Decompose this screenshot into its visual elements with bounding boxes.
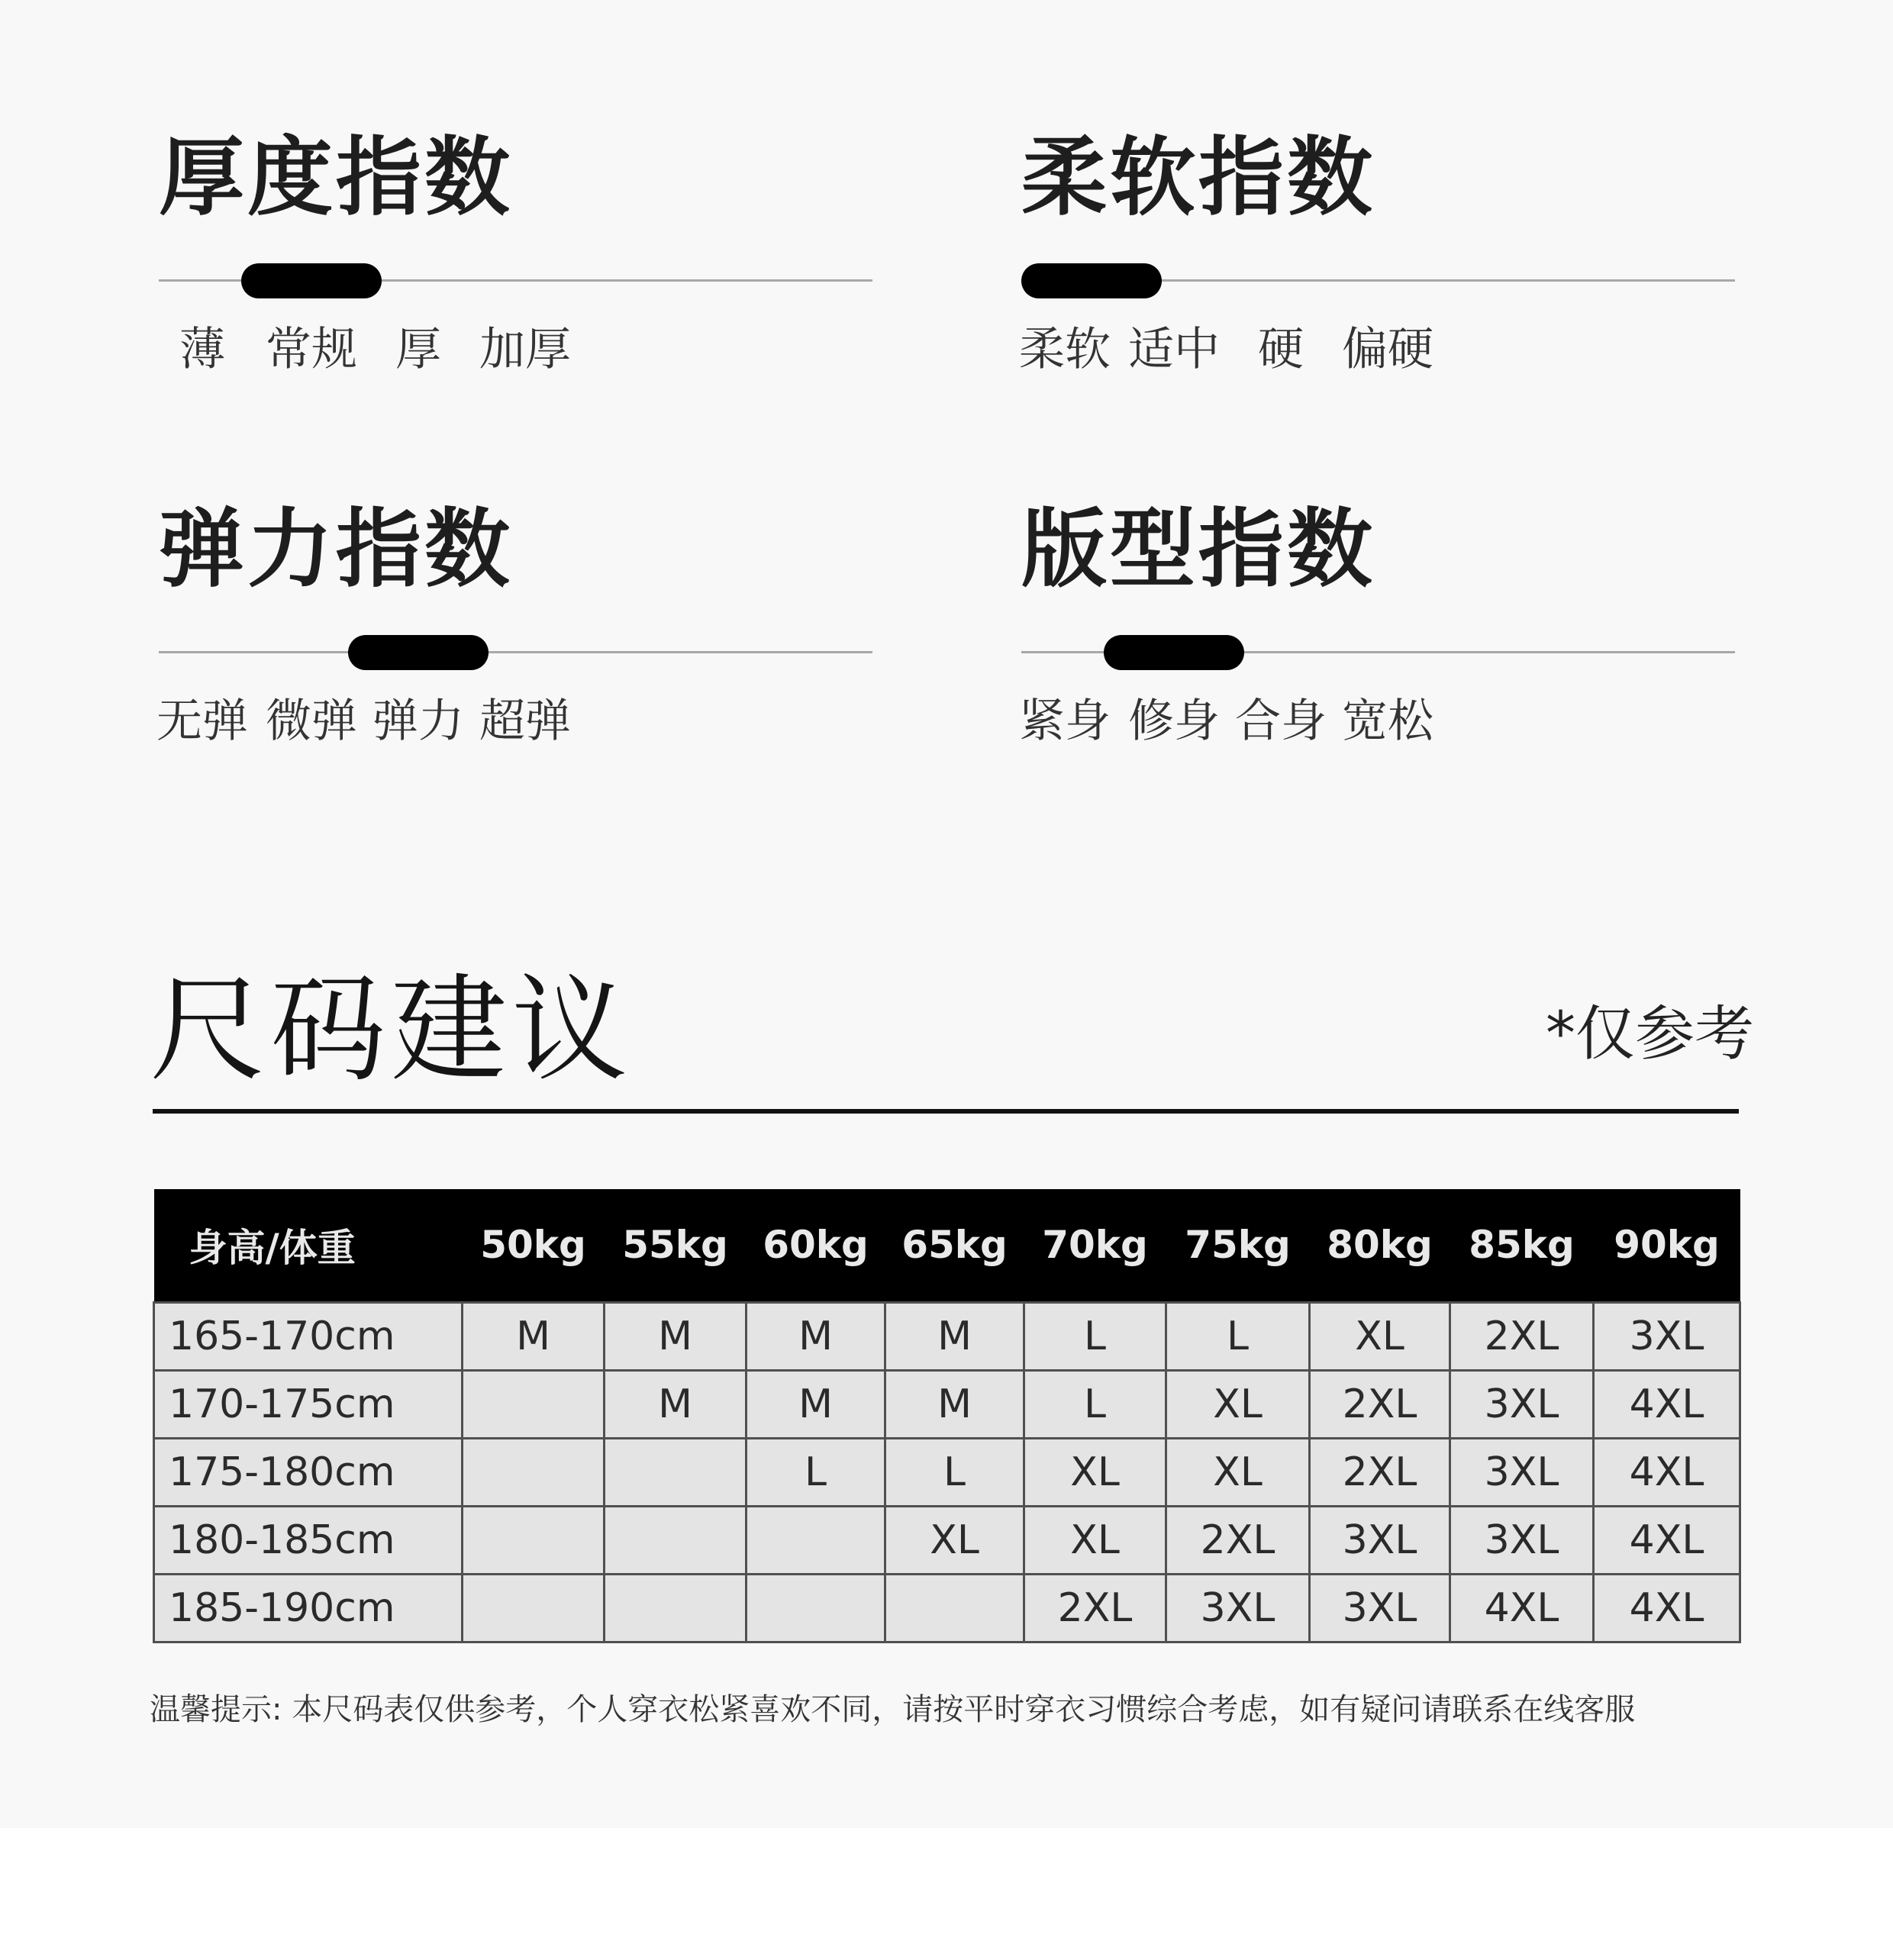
size-cell: M [605,1370,747,1438]
size-cell: 3XL [1310,1574,1450,1642]
index-option: 薄 [179,323,225,376]
size-cell: M [463,1302,605,1370]
table-row [154,1574,1740,1642]
size-cell [605,1438,747,1506]
size-cell: L [1166,1302,1310,1370]
size-cell: 4XL [1594,1574,1740,1642]
size-cell [463,1370,605,1438]
height-range-cell: 185-190cm [154,1574,463,1642]
size-cell [747,1506,885,1574]
size-cell: L [1024,1370,1166,1438]
table-row [154,1506,1740,1574]
index-indicator [1104,635,1244,670]
size-cell: 3XL [1450,1438,1594,1506]
index-option: 弹力 [372,695,464,748]
header-cell: 75kg [1185,1223,1291,1268]
height-range-cell: 165-170cm [154,1302,463,1370]
size-cell: 2XL [1024,1574,1166,1642]
header-cell: 90kg [1614,1223,1720,1268]
size-cell: 2XL [1166,1506,1310,1574]
index-option: 合身 [1235,695,1327,748]
header-cell: 55kg [622,1223,728,1268]
size-cell [463,1506,605,1574]
table-row [154,1438,1740,1506]
size-cell: 3XL [1310,1506,1450,1574]
index-option: 硬 [1258,323,1304,376]
index-title: 厚度指数 [159,128,513,227]
size-cell: 3XL [1166,1574,1310,1642]
index-option: 超弹 [479,695,571,748]
index-option: 紧身 [1019,695,1111,748]
size-cell: 4XL [1594,1506,1740,1574]
index-option: 宽松 [1342,695,1433,748]
index-option: 微弹 [266,695,357,748]
index-option: 偏硬 [1342,323,1433,376]
size-cell: XL [1310,1302,1450,1370]
size-cell [885,1574,1024,1642]
header-cell: 65kg [901,1223,1008,1268]
height-range-cell: 175-180cm [154,1438,463,1506]
size-cell: M [747,1302,885,1370]
index-indicator [1021,263,1162,298]
size-cell: L [1024,1302,1166,1370]
table-row [154,1370,1740,1438]
index-option: 无弹 [156,695,248,748]
table-header-row [154,1189,1740,1302]
footer-tip: 温馨提示: 本尺码表仅供参考，个人穿衣松紧喜欢不同，请按平时穿衣习惯综合考虑，如有疑问请联系在线客服 [150,1692,1636,1727]
size-cell [605,1574,747,1642]
height-range-cell: 180-185cm [154,1506,463,1574]
index-option: 厚 [395,323,441,376]
size-cell: 4XL [1594,1438,1740,1506]
header-cell: 70kg [1042,1223,1148,1268]
size-cell: M [885,1370,1024,1438]
reference-note: *仅参考 [1545,1000,1754,1069]
size-cell: 3XL [1450,1506,1594,1574]
size-table [153,1189,1741,1643]
index-indicator [348,635,489,670]
index-option: 修身 [1128,695,1220,748]
size-cell [463,1438,605,1506]
size-cell: M [747,1370,885,1438]
size-cell [605,1506,747,1574]
height-range-cell: 170-175cm [154,1370,463,1438]
index-title: 柔软指数 [1021,128,1375,227]
index-title: 版型指数 [1021,500,1375,599]
index-option: 常规 [266,323,357,376]
size-cell: XL [1024,1438,1166,1506]
size-cell: 4XL [1594,1370,1740,1438]
header-cell: 60kg [763,1223,869,1268]
size-cell: XL [1166,1438,1310,1506]
size-cell: L [885,1438,1024,1506]
table-row [154,1302,1740,1370]
size-cell: 3XL [1594,1302,1740,1370]
index-indicator [241,263,382,298]
header-cell: 85kg [1469,1223,1575,1268]
size-cell: M [885,1302,1024,1370]
title-divider [153,1109,1739,1114]
size-cell: 2XL [1450,1302,1594,1370]
size-cell: 2XL [1310,1438,1450,1506]
size-cell: L [747,1438,885,1506]
index-track [159,651,872,653]
size-cell: 2XL [1310,1370,1450,1438]
header-cell: 身高/体重 [189,1226,356,1271]
index-option: 适中 [1128,323,1220,376]
header-cell: 50kg [480,1223,586,1268]
index-option: 加厚 [479,323,571,376]
header-cell: 80kg [1327,1223,1433,1268]
size-cell [747,1574,885,1642]
size-cell [463,1574,605,1642]
size-cell: M [605,1302,747,1370]
size-cell: XL [885,1506,1024,1574]
size-cell: 3XL [1450,1370,1594,1438]
size-cell: XL [1024,1506,1166,1574]
index-option: 柔软 [1019,323,1111,376]
size-cell: XL [1166,1370,1310,1438]
index-title: 弹力指数 [159,500,513,599]
size-cell: 4XL [1450,1574,1594,1642]
size-guide-title: 尺码建议 [150,962,632,1098]
